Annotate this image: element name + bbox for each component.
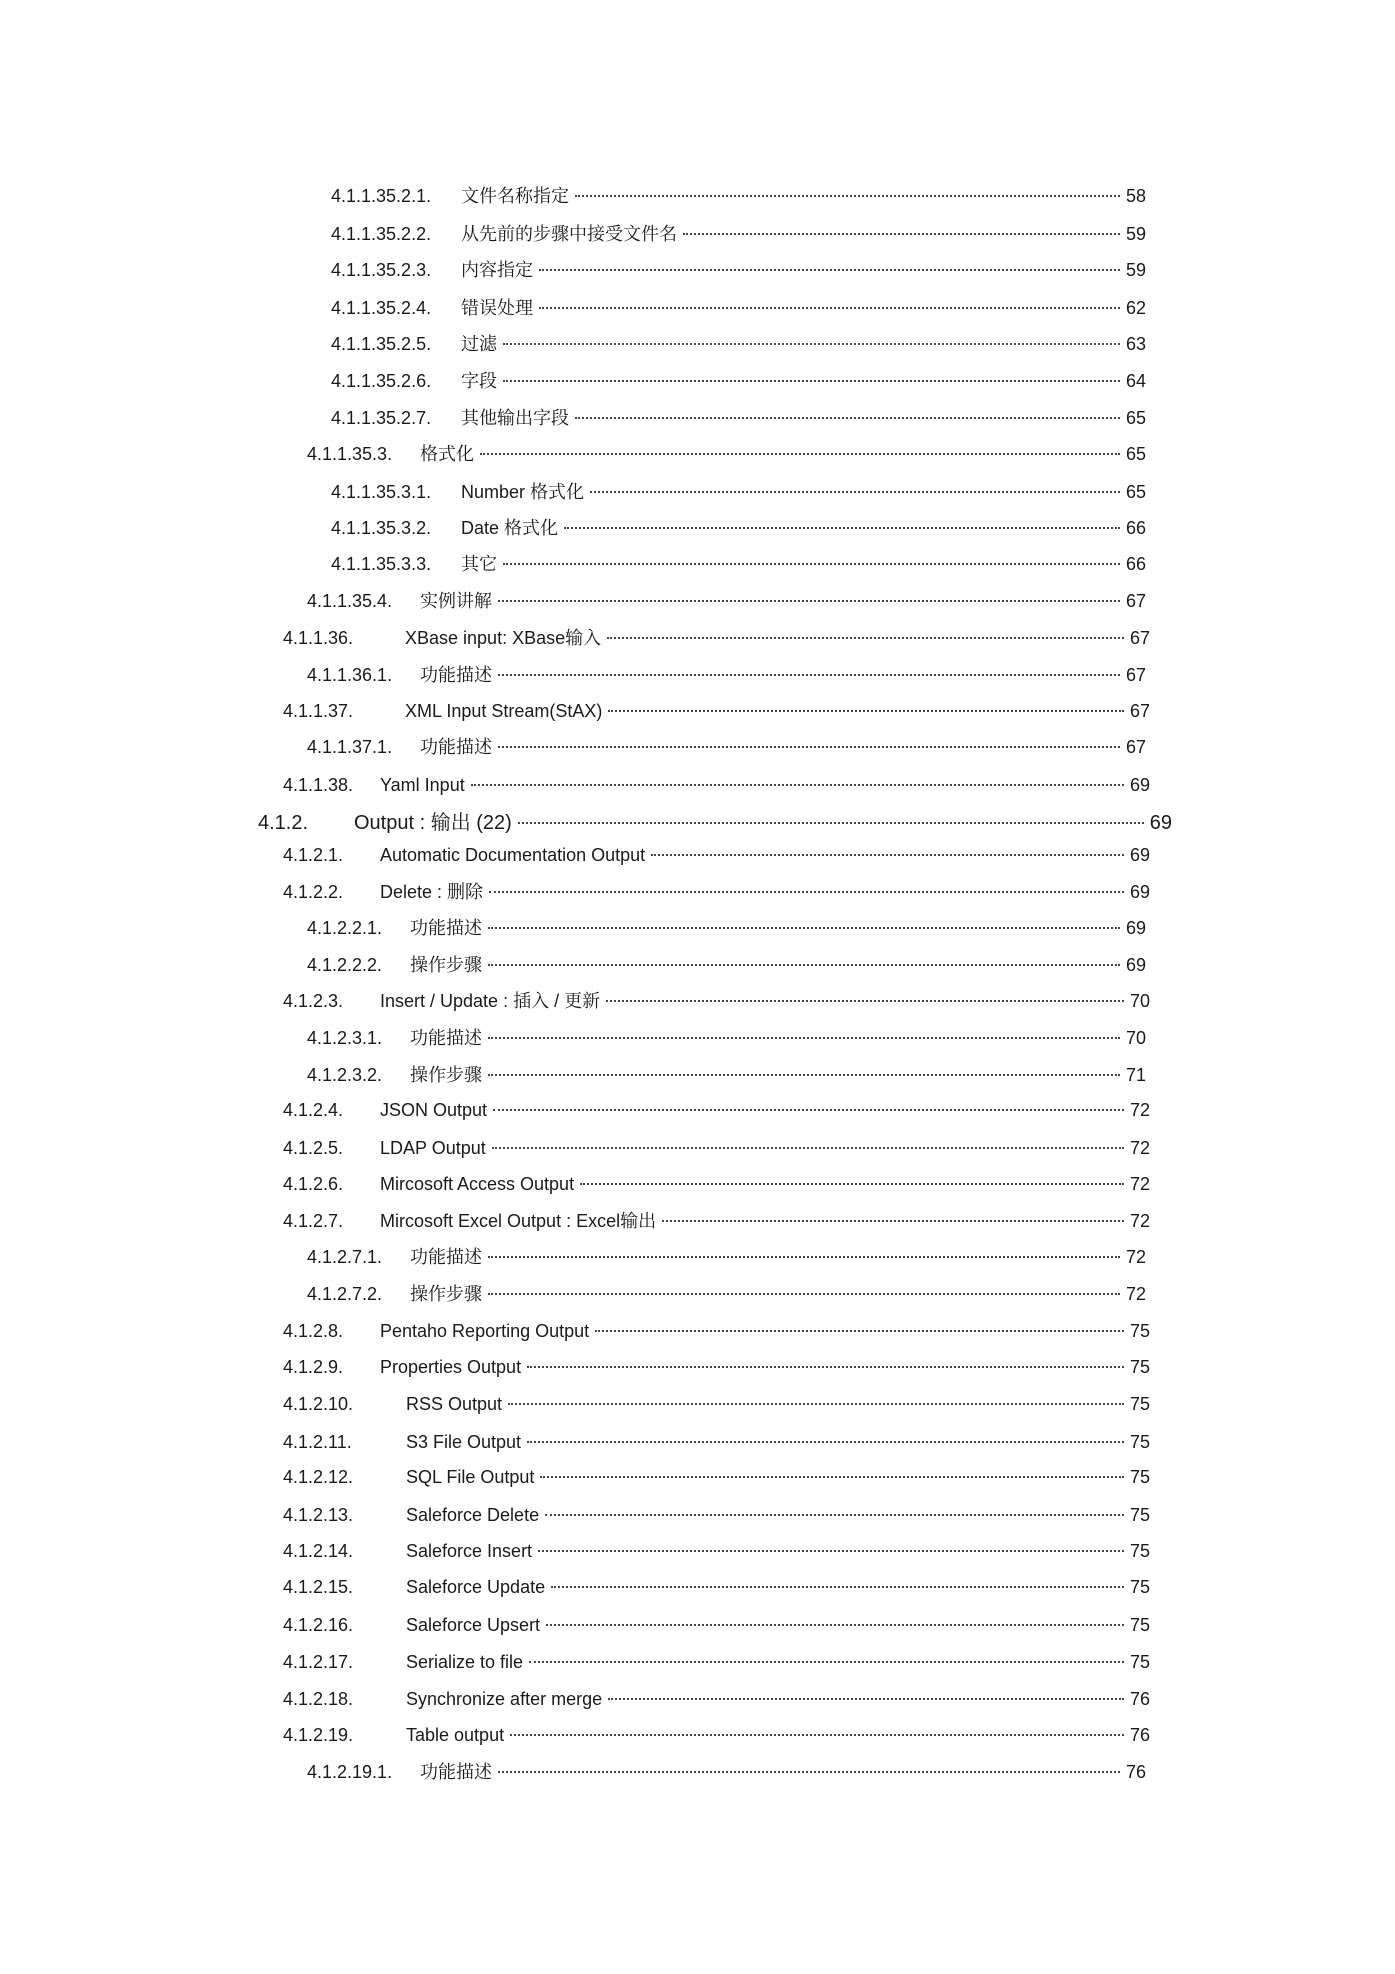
dot-leader xyxy=(493,1109,1124,1111)
toc-entry-title: Saleforce Update xyxy=(406,1577,546,1597)
toc-entry-number: 4.1.1.35.2.5. xyxy=(331,334,432,354)
toc-entry-number: 4.1.1.36. xyxy=(283,628,354,648)
dot-leader xyxy=(575,195,1120,197)
toc-entry-title: Pentaho Reporting Output xyxy=(380,1321,590,1341)
toc-entry-number: 4.1.2.10. xyxy=(283,1394,354,1414)
toc-entry-page-number: 75 xyxy=(1129,1505,1150,1525)
dot-leader xyxy=(683,233,1120,235)
toc-entry-page-number: 75 xyxy=(1129,1467,1150,1487)
toc-entry-page-number: 67 xyxy=(1125,737,1146,757)
toc-entry-page-number: 76 xyxy=(1129,1725,1150,1745)
toc-entry-page-number: 75 xyxy=(1129,1357,1150,1377)
toc-entry-number: 4.1.2.8. xyxy=(283,1321,344,1341)
toc-entry-number: 4.1.2.12. xyxy=(283,1467,354,1487)
toc-entry-page-number: 72 xyxy=(1129,1138,1150,1158)
toc-entry-page-number: 66 xyxy=(1125,518,1146,538)
toc-entry-title: 实例讲解 xyxy=(420,591,492,611)
toc-entry-page-number: 75 xyxy=(1129,1394,1150,1414)
toc-entry-number: 4.1.1.35.3. xyxy=(307,444,393,464)
toc-entry-page-number: 72 xyxy=(1129,1211,1150,1231)
toc-entry-page-number: 69 xyxy=(1125,955,1146,975)
toc-entry[interactable] xyxy=(283,1320,1150,1342)
toc-entry-title: 功能描述 xyxy=(410,918,482,938)
toc-entry-title: 文件名称指定 xyxy=(461,186,569,206)
toc-entry-title: S3 File Output xyxy=(406,1432,522,1452)
toc-entry-number: 4.1.1.35.2.3. xyxy=(331,260,432,280)
toc-entry-page-number: 71 xyxy=(1125,1065,1146,1085)
toc-entry[interactable] xyxy=(283,1504,1150,1526)
toc-entry-title: 过滤 xyxy=(461,334,497,354)
toc-entry[interactable] xyxy=(258,812,1172,834)
toc-entry[interactable] xyxy=(283,844,1150,866)
toc-entry-title: 功能描述 xyxy=(420,665,492,685)
dot-leader xyxy=(651,854,1124,856)
toc-entry-number: 4.1.2.6. xyxy=(283,1174,344,1194)
dot-leader xyxy=(488,1074,1120,1076)
toc-entry-page-number: 70 xyxy=(1125,1028,1146,1048)
toc-entry[interactable] xyxy=(283,1431,1150,1453)
toc-entry-page-number: 64 xyxy=(1125,371,1146,391)
toc-entry[interactable] xyxy=(283,627,1150,649)
toc-entry[interactable] xyxy=(283,1651,1150,1673)
toc-entry-title: 其它 xyxy=(461,554,497,574)
toc-entry[interactable] xyxy=(331,370,1146,392)
toc-entry[interactable] xyxy=(283,1614,1150,1636)
toc-entry-number: 4.1.2.19. xyxy=(283,1725,354,1745)
dot-leader xyxy=(510,1734,1124,1736)
toc-entry[interactable] xyxy=(283,1210,1150,1232)
toc-entry-page-number: 59 xyxy=(1125,224,1146,244)
toc-entry-page-number: 69 xyxy=(1125,918,1146,938)
toc-entry[interactable] xyxy=(307,1761,1146,1783)
toc-entry-page-number: 75 xyxy=(1129,1615,1150,1635)
toc-entry[interactable] xyxy=(331,223,1146,245)
toc-entry-title: JSON Output xyxy=(380,1100,488,1120)
toc-entry[interactable] xyxy=(283,1173,1150,1195)
toc-entry-number: 4.1.2.2. xyxy=(283,882,344,902)
toc-entry[interactable] xyxy=(283,881,1150,903)
dot-leader xyxy=(607,637,1124,639)
toc-entry-title: Synchronize after merge xyxy=(406,1689,603,1709)
dot-leader xyxy=(575,417,1120,419)
dot-leader xyxy=(518,822,1144,824)
toc-entry-number: 4.1.1.35.2.6. xyxy=(331,371,432,391)
toc-entry-number: 4.1.2.9. xyxy=(283,1357,344,1377)
toc-entry-number: 4.1.2.13. xyxy=(283,1505,354,1525)
toc-entry-page-number: 65 xyxy=(1125,482,1146,502)
toc-entry[interactable] xyxy=(283,1576,1150,1598)
dot-leader xyxy=(471,784,1124,786)
toc-entry-title: RSS Output xyxy=(406,1394,503,1414)
toc-entry-page-number: 67 xyxy=(1125,591,1146,611)
toc-entry[interactable] xyxy=(331,185,1146,207)
toc-entry-number: 4.1.2.5. xyxy=(283,1138,344,1158)
toc-entry[interactable] xyxy=(331,481,1146,503)
toc-entry-title: 功能描述 xyxy=(420,737,492,757)
toc-entry[interactable] xyxy=(283,700,1150,722)
toc-entry-page-number: 67 xyxy=(1129,701,1150,721)
toc-entry-number: 4.1.2. xyxy=(258,812,309,834)
toc-entry-title: Date 格式化 xyxy=(461,518,559,538)
toc-entry-number: 4.1.2.18. xyxy=(283,1689,354,1709)
toc-entry-title: 功能描述 xyxy=(420,1762,492,1782)
toc-entry-title: 功能描述 xyxy=(410,1247,482,1267)
toc-entry[interactable] xyxy=(307,664,1146,686)
toc-entry-page-number: 66 xyxy=(1125,554,1146,574)
dot-leader xyxy=(539,307,1120,309)
toc-entry-page-number: 72 xyxy=(1129,1174,1150,1194)
toc-entry[interactable] xyxy=(307,590,1146,612)
dot-leader xyxy=(503,343,1120,345)
toc-entry-page-number: 72 xyxy=(1125,1247,1146,1267)
toc-entry-title: Yaml Input xyxy=(380,775,465,795)
toc-entry-title: 内容指定 xyxy=(461,260,533,280)
toc-entry-number: 4.1.2.4. xyxy=(283,1100,344,1120)
toc-entry-page-number: 76 xyxy=(1125,1762,1146,1782)
toc-entry-page-number: 63 xyxy=(1125,334,1146,354)
toc-entry-page-number: 75 xyxy=(1129,1577,1150,1597)
toc-entry-number: 4.1.2.2.2. xyxy=(307,955,383,975)
toc-entry-title: Properties Output xyxy=(380,1357,522,1377)
toc-entry-title: 格式化 xyxy=(420,444,474,464)
toc-entry-title: XBase input: XBase输入 xyxy=(405,628,602,648)
dot-leader xyxy=(498,600,1120,602)
toc-entry-page-number: 67 xyxy=(1129,628,1150,648)
toc-entry-title: Saleforce Insert xyxy=(406,1541,533,1561)
toc-entry[interactable] xyxy=(331,517,1146,539)
toc-entry-number: 4.1.2.7.1. xyxy=(307,1247,383,1267)
dot-leader xyxy=(662,1220,1124,1222)
toc-entry-title: 错误处理 xyxy=(461,298,533,318)
dot-leader xyxy=(538,1550,1124,1552)
toc-entry[interactable] xyxy=(307,443,1146,465)
toc-entry[interactable] xyxy=(283,1466,1150,1488)
toc-entry-page-number: 65 xyxy=(1125,408,1146,428)
toc-entry-title: Mircosoft Excel Output : Excel输出 xyxy=(380,1211,657,1231)
toc-entry-page-number: 72 xyxy=(1125,1284,1146,1304)
toc-entry-number: 4.1.1.35.3.3. xyxy=(331,554,432,574)
toc-entry-number: 4.1.2.17. xyxy=(283,1652,354,1672)
toc-entry-page-number: 70 xyxy=(1129,991,1150,1011)
toc-entry[interactable] xyxy=(331,553,1146,575)
dot-leader xyxy=(488,1037,1120,1039)
dot-leader xyxy=(489,891,1124,893)
toc-entry-title: Saleforce Upsert xyxy=(406,1615,541,1635)
toc-entry-page-number: 76 xyxy=(1129,1689,1150,1709)
dot-leader xyxy=(498,746,1120,748)
toc-entry-title: Serialize to file xyxy=(406,1652,524,1672)
dot-leader xyxy=(608,710,1124,712)
toc-entry-number: 4.1.1.35.3.2. xyxy=(331,518,432,538)
dot-leader xyxy=(595,1330,1124,1332)
toc-entry-page-number: 69 xyxy=(1129,882,1150,902)
dot-leader xyxy=(580,1183,1124,1185)
toc-entry[interactable] xyxy=(283,1540,1150,1562)
toc-entry-number: 4.1.2.3. xyxy=(283,991,344,1011)
toc-entry-title: 操作步骤 xyxy=(410,1284,482,1304)
toc-entry-title: Automatic Documentation Output xyxy=(380,845,646,865)
dot-leader xyxy=(608,1698,1124,1700)
toc-entry[interactable] xyxy=(283,774,1150,796)
toc-entry-number: 4.1.1.38. xyxy=(283,775,354,795)
toc-entry-title: Delete : 删除 xyxy=(380,882,484,902)
toc-entry-number: 4.1.1.35.3.1. xyxy=(331,482,432,502)
toc-entry-number: 4.1.2.3.1. xyxy=(307,1028,383,1048)
toc-entry-page-number: 65 xyxy=(1125,444,1146,464)
toc-entry-number: 4.1.2.3.2. xyxy=(307,1065,383,1085)
toc-entry[interactable] xyxy=(307,1283,1146,1305)
toc-entry-title: Output : 输出 (22) xyxy=(354,812,512,834)
toc-entry-page-number: 75 xyxy=(1129,1652,1150,1672)
dot-leader xyxy=(488,964,1120,966)
toc-entry-number: 4.1.2.7. xyxy=(283,1211,344,1231)
dot-leader xyxy=(590,491,1120,493)
toc-entry-page-number: 58 xyxy=(1125,186,1146,206)
toc-entry-page-number: 69 xyxy=(1129,845,1150,865)
toc-entry-number: 4.1.2.2.1. xyxy=(307,918,383,938)
dot-leader xyxy=(503,380,1120,382)
toc-entry-number: 4.1.2.14. xyxy=(283,1541,354,1561)
toc-entry[interactable] xyxy=(331,333,1146,355)
dot-leader xyxy=(539,269,1120,271)
toc-entry[interactable] xyxy=(283,990,1150,1012)
toc-entry[interactable] xyxy=(307,917,1146,939)
toc-entry-number: 4.1.2.16. xyxy=(283,1615,354,1635)
toc-entry[interactable] xyxy=(283,1356,1150,1378)
toc-entry-title: Insert / Update : 插入 / 更新 xyxy=(380,991,601,1011)
dot-leader xyxy=(540,1476,1124,1478)
toc-entry[interactable] xyxy=(307,1246,1146,1268)
dot-leader xyxy=(503,563,1120,565)
dot-leader xyxy=(488,1256,1120,1258)
toc-entry-page-number: 62 xyxy=(1125,298,1146,318)
toc-entry-number: 4.1.1.35.2.7. xyxy=(331,408,432,428)
toc-entry[interactable] xyxy=(307,1027,1146,1049)
dot-leader xyxy=(527,1366,1124,1368)
toc-entry[interactable] xyxy=(283,1393,1150,1415)
toc-entry-title: Table output xyxy=(406,1725,505,1745)
toc-entry-title: SQL File Output xyxy=(406,1467,535,1487)
toc-entry-page-number: 75 xyxy=(1129,1321,1150,1341)
dot-leader xyxy=(527,1441,1124,1443)
toc-entry-number: 4.1.2.1. xyxy=(283,845,344,865)
toc-entry[interactable] xyxy=(283,1099,1150,1121)
toc-entry-title: LDAP Output xyxy=(380,1138,486,1158)
dot-leader xyxy=(564,527,1120,529)
dot-leader xyxy=(498,1771,1120,1773)
dot-leader xyxy=(545,1514,1124,1516)
toc-entry-number: 4.1.1.36.1. xyxy=(307,665,393,685)
toc-entry[interactable] xyxy=(307,1064,1146,1086)
toc-entry-page-number: 69 xyxy=(1149,812,1172,834)
toc-entry[interactable] xyxy=(283,1688,1150,1710)
toc-entry-title: 其他输出字段 xyxy=(461,408,569,428)
toc-entry-number: 4.1.1.37. xyxy=(283,701,354,721)
toc-entry-title: 字段 xyxy=(461,371,497,391)
toc-entry[interactable] xyxy=(283,1724,1150,1746)
toc-entry[interactable] xyxy=(307,954,1146,976)
dot-leader xyxy=(508,1403,1124,1405)
toc-entry-page-number: 69 xyxy=(1129,775,1150,795)
toc-entry[interactable] xyxy=(331,259,1146,281)
toc-entry[interactable] xyxy=(283,1137,1150,1159)
toc-entry-number: 4.1.1.35.2.1. xyxy=(331,186,432,206)
toc-entry-page-number: 75 xyxy=(1129,1432,1150,1452)
dot-leader xyxy=(488,927,1120,929)
toc-entry[interactable] xyxy=(331,407,1146,429)
toc-entry-title: 功能描述 xyxy=(410,1028,482,1048)
toc-entry-title: 操作步骤 xyxy=(410,1065,482,1085)
toc-entry-title: Number 格式化 xyxy=(461,482,585,502)
dot-leader xyxy=(606,1000,1124,1002)
toc-entry-page-number: 59 xyxy=(1125,260,1146,280)
toc-entry-number: 4.1.1.35.2.2. xyxy=(331,224,432,244)
toc-entry[interactable] xyxy=(331,297,1146,319)
dot-leader xyxy=(529,1661,1124,1663)
dot-leader xyxy=(498,674,1120,676)
toc-entry-title: Saleforce Delete xyxy=(406,1505,540,1525)
dot-leader xyxy=(492,1147,1124,1149)
toc-entry-page-number: 67 xyxy=(1125,665,1146,685)
toc-entry-number: 4.1.2.7.2. xyxy=(307,1284,383,1304)
toc-entry-number: 4.1.1.35.4. xyxy=(307,591,393,611)
toc-entry[interactable] xyxy=(307,736,1146,758)
dot-leader xyxy=(480,453,1120,455)
toc-entry-number: 4.1.2.15. xyxy=(283,1577,354,1597)
toc-entry-title: 从先前的步骤中接受文件名 xyxy=(461,224,677,244)
toc-entry-title: 操作步骤 xyxy=(410,955,482,975)
dot-leader xyxy=(488,1293,1120,1295)
dot-leader xyxy=(551,1586,1124,1588)
dot-leader xyxy=(546,1624,1124,1626)
toc-entry-number: 4.1.1.35.2.4. xyxy=(331,298,432,318)
toc-entry-page-number: 75 xyxy=(1129,1541,1150,1561)
toc-entry-title: Mircosoft Access Output xyxy=(380,1174,575,1194)
toc-entry-title: XML Input Stream(StAX) xyxy=(405,701,603,721)
toc-entry-number: 4.1.2.11. xyxy=(283,1432,352,1452)
toc-entry-number: 4.1.1.37.1. xyxy=(307,737,393,757)
toc-entry-number: 4.1.2.19.1. xyxy=(307,1762,393,1782)
toc-entry-page-number: 72 xyxy=(1129,1100,1150,1120)
